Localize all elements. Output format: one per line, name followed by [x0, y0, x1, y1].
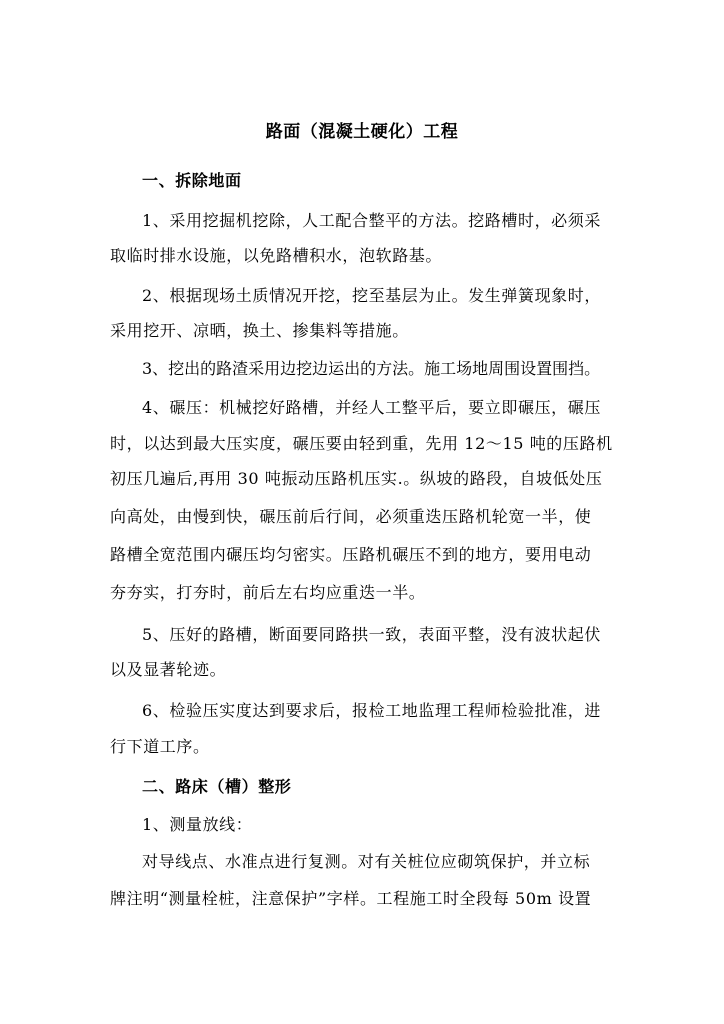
paragraph-2-line-1: 2、根据现场土质情况开挖，挖至基层为止。发生弹簧现象时，: [142, 286, 601, 305]
paragraph-7-line-1: 1、测量放线：: [142, 815, 253, 834]
paragraph-8-line-1: 对导线点、水准点进行复测。对有关桩位应砌筑保护，并立标: [142, 852, 591, 871]
paragraph-1-line-2: 取临时排水设施，以免路槽积水，泡软路基。: [110, 246, 443, 265]
paragraph-6-line-2: 行下道工序。: [110, 737, 210, 756]
paragraph-2-line-2: 采用挖开、凉晒，换土、掺集料等措施。: [110, 321, 409, 340]
paragraph-4-line-3: 初压几遍后,再用 30 吨振动压路机压实.。纵坡的路段，自坡低处压: [110, 469, 603, 488]
paragraph-5-line-1: 5、压好的路槽，断面要同路拱一致，表面平整，没有波状起伏: [142, 625, 601, 644]
section-heading-roadbed: 二、路床（槽）整形: [142, 777, 292, 796]
paragraph-4-line-4: 向高处，由慢到快，碾压前后行间，必须重迭压路机轮宽一半，使: [110, 507, 592, 526]
paragraph-5-line-2: 以及显著轮迹。: [110, 660, 227, 679]
paragraph-4-line-2: 时，以达到最大压实度，碾压要由轻到重，先用 12～15 吨的压路机: [110, 434, 613, 453]
paragraph-4-line-1: 4、碾压：机械挖好路槽，并经人工整平后，要立即碾压，碾压: [142, 398, 601, 417]
paragraph-8-line-2: 牌注明“测量栓桩，注意保护”字样。工程施工时全段每 50m 设置: [110, 889, 592, 908]
section-heading-demolition: 一、拆除地面: [142, 171, 242, 190]
document-title: 路面（混凝土硬化）工程: [265, 122, 459, 142]
paragraph-6-line-1: 6、检验压实度达到要求后，报检工地监理工程师检验批准，进: [142, 701, 601, 720]
paragraph-1-line-1: 1、采用挖掘机挖除，人工配合整平的方法。挖路槽时，必须采: [142, 211, 601, 230]
paragraph-3-line-1: 3、挖出的路渣采用边挖边运出的方法。施工场地周围设置围挡。: [142, 359, 601, 378]
paragraph-4-line-6: 夯夯实，打夯时，前后左右均应重迭一半。: [110, 583, 426, 602]
paragraph-4-line-5: 路槽全宽范围内碾压均匀密实。压路机碾压不到的地方，要用电动: [110, 545, 592, 564]
